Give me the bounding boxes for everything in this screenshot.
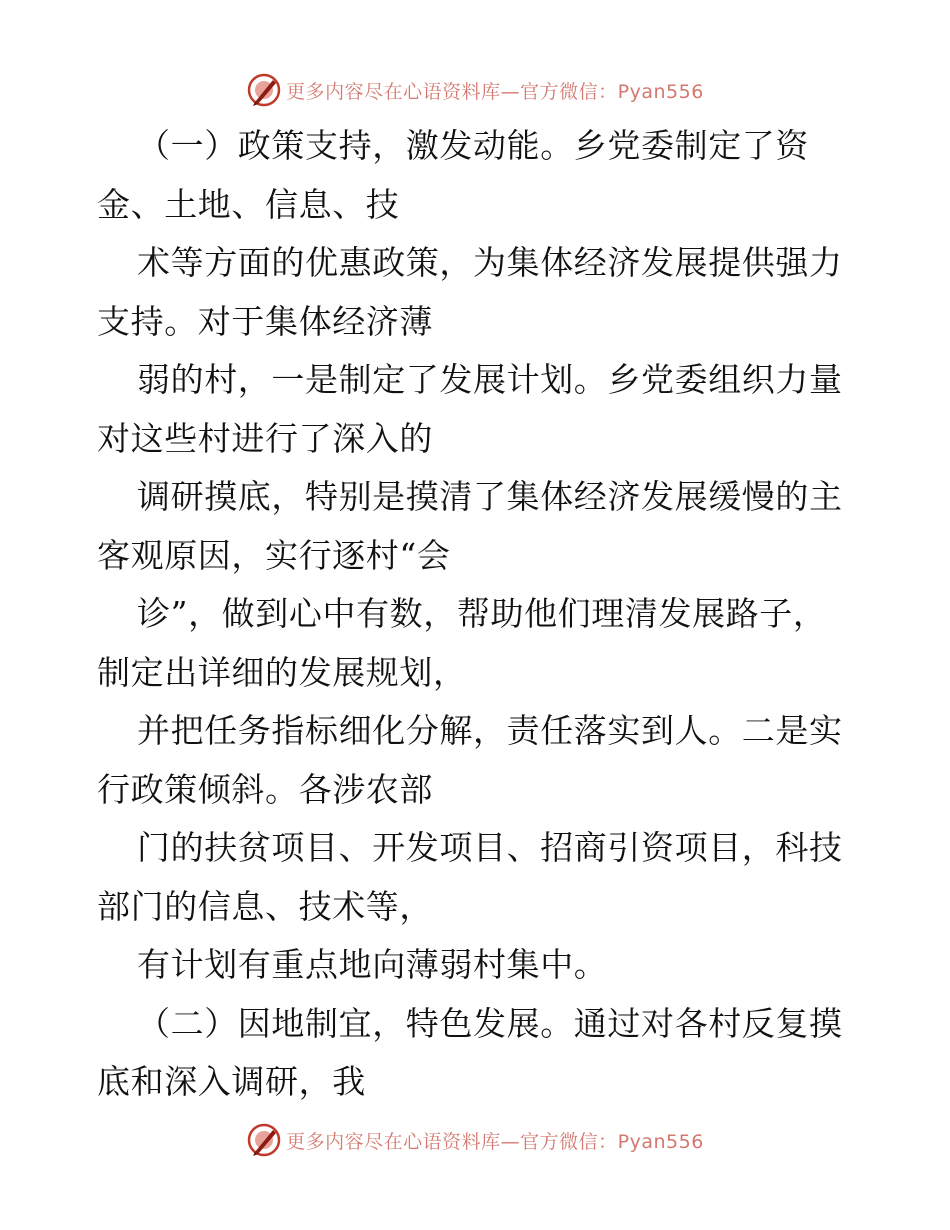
body-line: 并把任务指标细化分解，责任落实到人。二是实	[137, 711, 843, 750]
body-line: （二）因地制宜，特色发展。通过对各村反复摸	[137, 1003, 843, 1043]
pen-logo-icon	[246, 72, 282, 108]
body-line: （一）政策支持，激发动能。乡党委制定了资	[137, 126, 809, 165]
body-line: 对这些村进行了深入的	[97, 418, 433, 458]
body-line: 底和深入调研，我	[97, 1062, 366, 1101]
body-line: 制定出详细的发展规划，	[97, 652, 467, 692]
body-line: 客观原因，实行逐村“会	[97, 535, 451, 575]
body-line: 金、土地、信息、技	[97, 184, 400, 224]
footer-banner-text: 更多内容尽在心语资料库—官方微信：Pyan556	[286, 1130, 704, 1153]
footer-watermark-banner	[0, 1120, 950, 1160]
body-line: 行政策倾斜。各涉农部	[97, 769, 433, 809]
body-line: 术等方面的优惠政策，为集体经济发展提供强力	[137, 243, 843, 282]
header-banner-text: 更多内容尽在心语资料库—官方微信：Pyan556	[286, 80, 704, 103]
document-body	[97, 117, 867, 1112]
body-line: 诊”，做到心中有数，帮助他们理清发展路子，	[137, 594, 827, 633]
body-line: 弱的村，一是制定了发展计划。乡党委组织力量	[137, 360, 843, 399]
body-line: 调研摸底，特别是摸清了集体经济发展缓慢的主	[137, 477, 843, 516]
body-line: 门的扶贫项目、开发项目、招商引资项目，科技	[137, 828, 843, 867]
body-line: 有计划有重点地向薄弱村集中。	[137, 945, 608, 984]
pen-logo-icon	[246, 1122, 282, 1158]
body-line: 支持。对于集体经济薄	[97, 301, 433, 341]
header-watermark-banner	[0, 70, 950, 110]
body-line: 部门的信息、技术等，	[97, 886, 433, 926]
